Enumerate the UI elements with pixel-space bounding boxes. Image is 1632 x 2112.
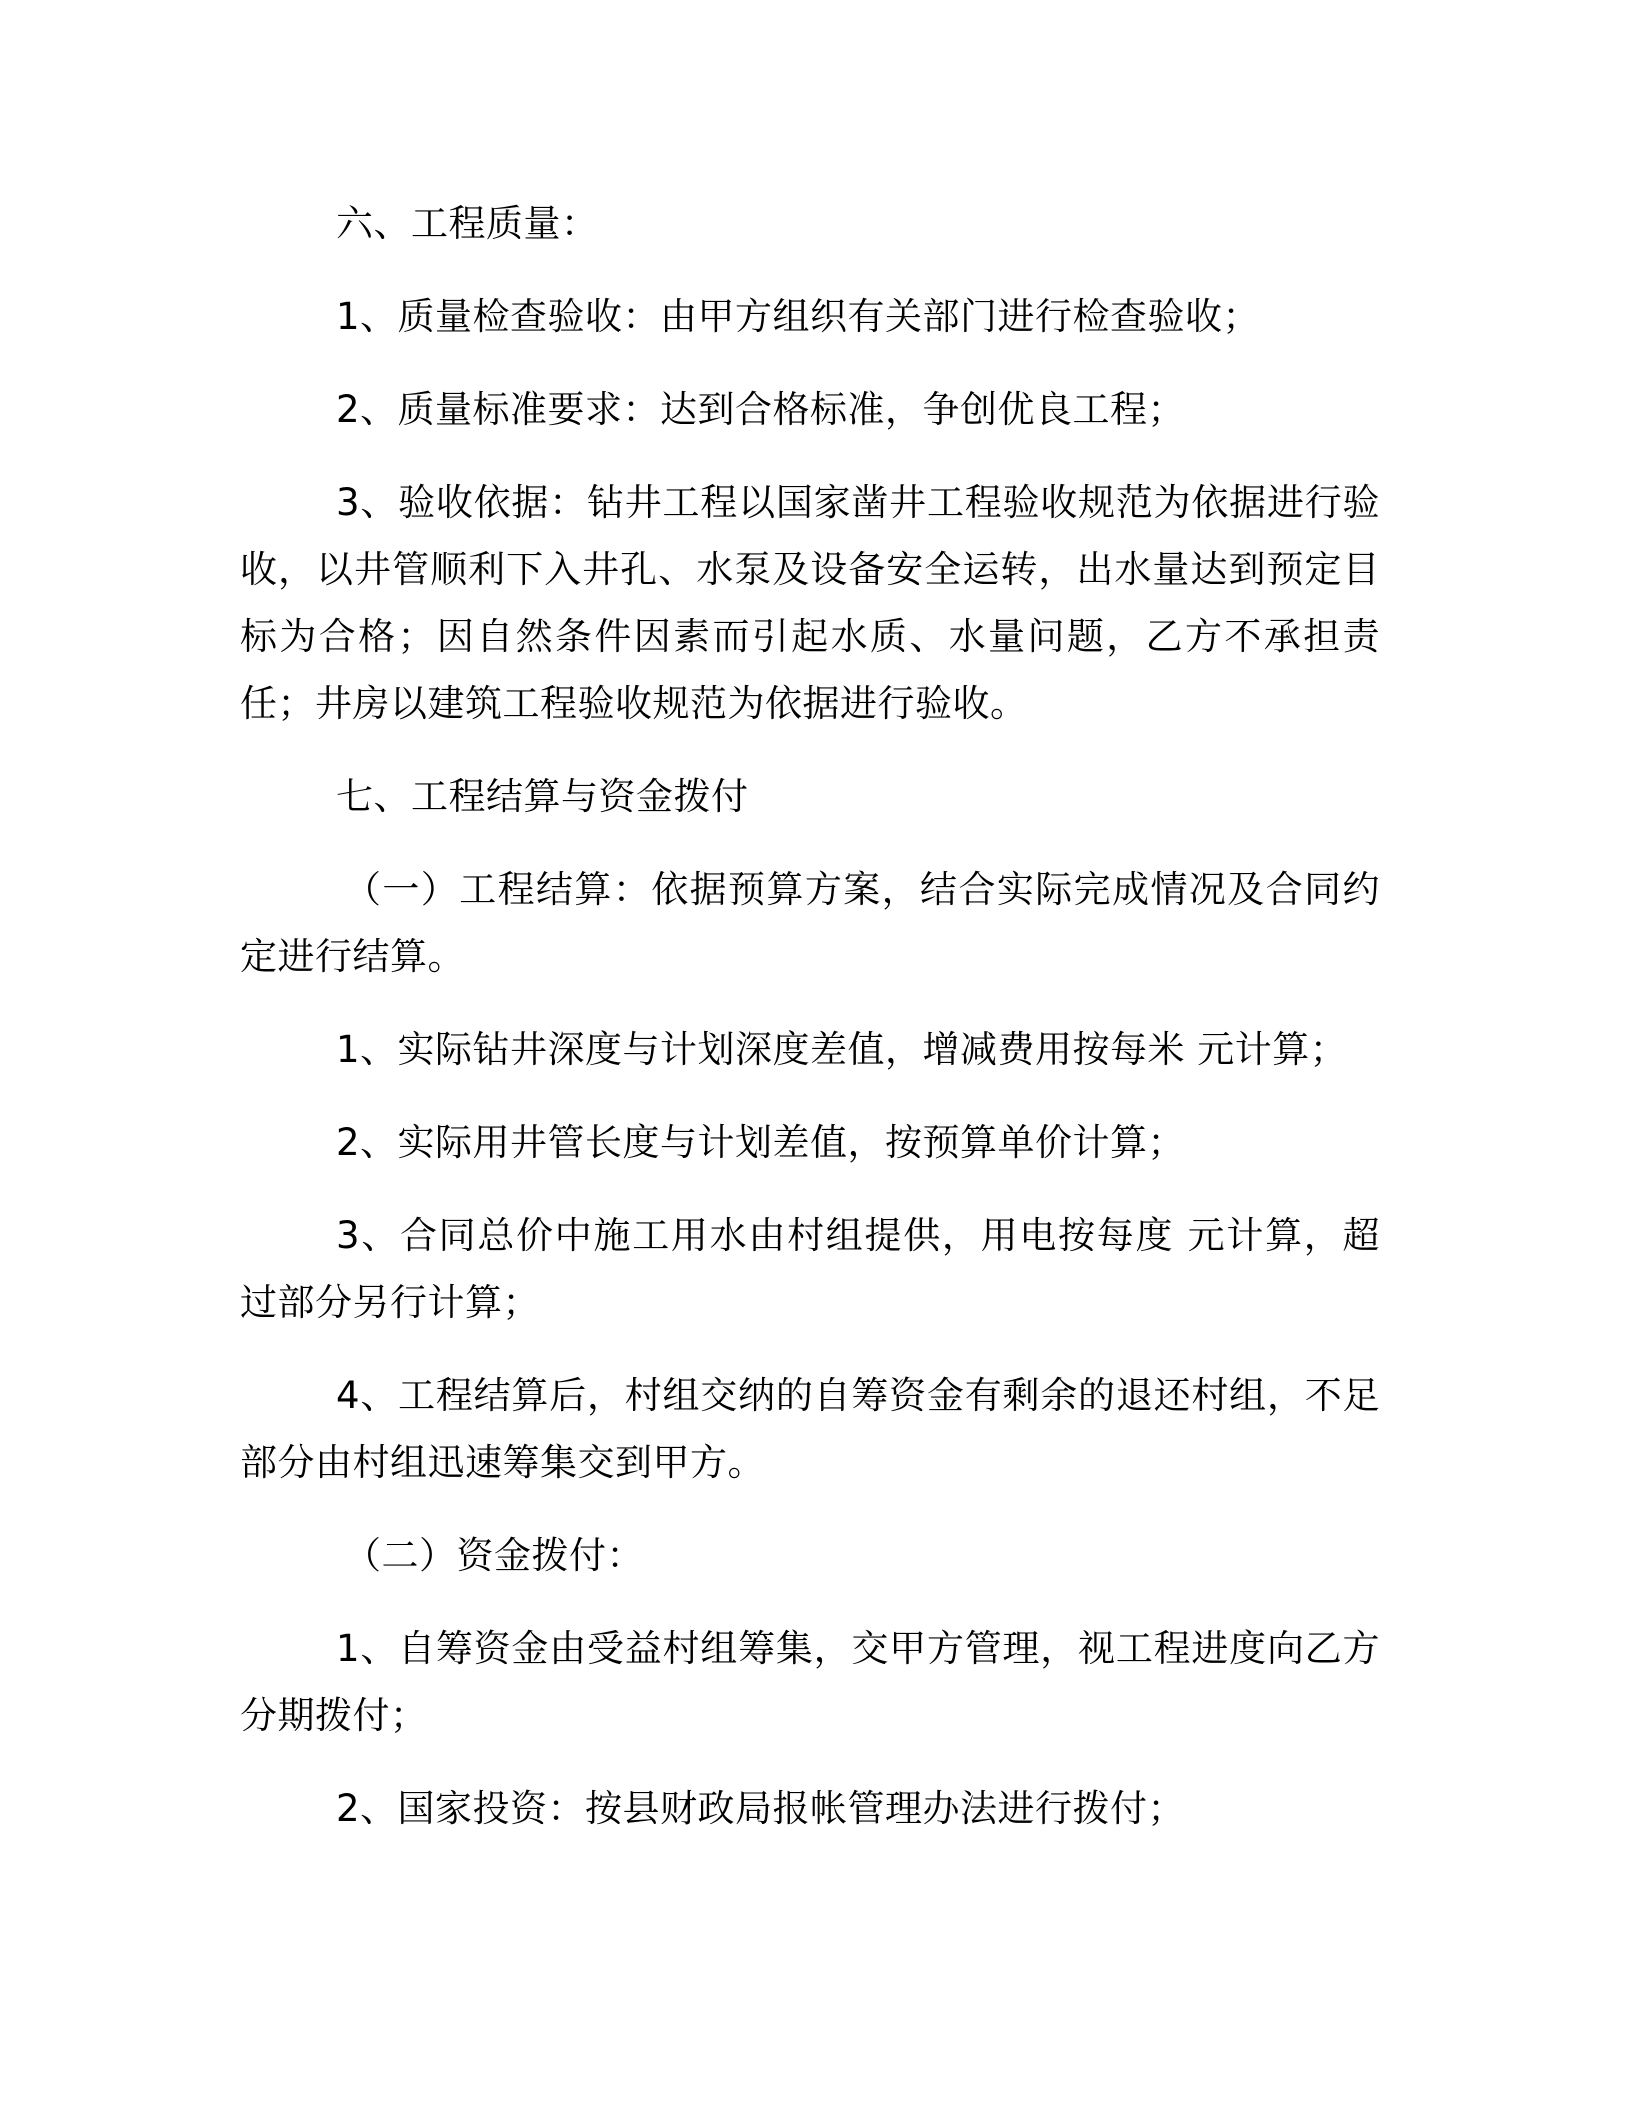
paragraph-pipe-length: 2、实际用井管长度与计划差值，按预算单价计算； (336, 1121, 1186, 1164)
section-heading-quality: 六、工程质量： (336, 202, 599, 245)
paragraph-state-investment: 2、国家投资：按县财政局报帐管理办法进行拨付； (336, 1787, 1186, 1830)
paragraph-acceptance-basis: 3、验收依据：钻井工程以国家凿井工程验收规范为依据进行验收，以井管顺利下入井孔、水泵及设备安全运转，出水量达到预定目标为合格；因自然条件因素而引起水质、水量问题，乙方不承担责任；井房以建筑工程验收规范为依据进行验收。 (240, 481, 1380, 725)
paragraph-water-electricity: 3、合同总价中施工用水由村组提供，用电按每度 元计算，超过部分另行计算； (240, 1214, 1380, 1324)
paragraph-surplus-refund: 4、工程结算后，村组交纳的自筹资金有剩余的退还村组，不足部分由村组迅速筹集交到甲方。 (240, 1374, 1380, 1484)
subsection-heading-funding: （二）资金拨付： (344, 1534, 644, 1577)
document-body (240, 190, 1380, 1868)
paragraph-quality-standard: 2、质量标准要求：达到合格标准，争创优良工程； (336, 388, 1186, 431)
paragraph-quality-inspection: 1、质量检查验收：由甲方组织有关部门进行检查验收； (336, 295, 1261, 338)
paragraph-self-raised-funds: 1、自筹资金由受益村组筹集，交甲方管理，视工程进度向乙方分期拨付； (240, 1627, 1380, 1737)
section-heading-settlement: 七、工程结算与资金拨付 (336, 775, 749, 818)
subsection-heading-settlement: （一）工程结算：依据预算方案，结合实际完成情况及合同约定进行结算。 (240, 868, 1380, 978)
paragraph-drilling-depth: 1、实际钻井深度与计划深度差值，增减费用按每米 元计算； (336, 1028, 1348, 1071)
